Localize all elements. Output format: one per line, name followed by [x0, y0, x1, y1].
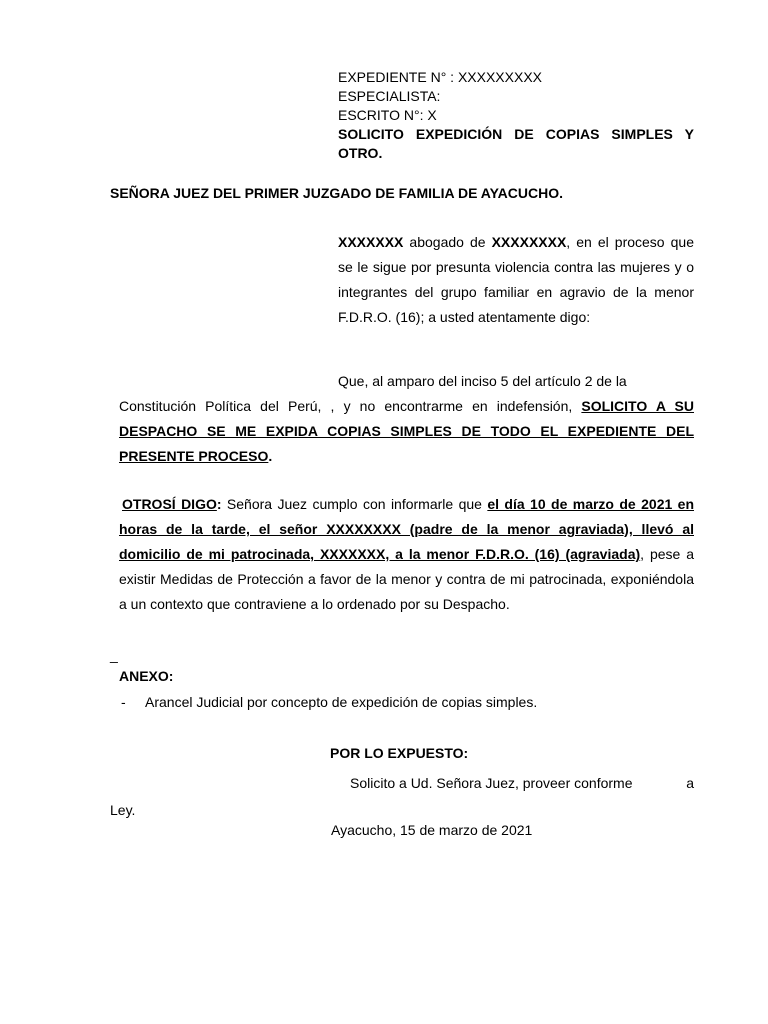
addressee: SEÑORA JUEZ DEL PRIMER JUZGADO DE FAMILIA DE AYACUCHO. — [110, 185, 563, 201]
stray-underscore: _ — [110, 647, 118, 663]
anexo-item — [121, 694, 537, 710]
otrosi-colon: : — [216, 496, 222, 512]
request-end: . — [268, 448, 273, 464]
lawyer-name: XXXXXXX — [338, 234, 404, 250]
otrosi-text-1: Señora Juez cumplo con informarle que — [221, 496, 488, 512]
request-first-line: Que, al amparo del inciso 5 del artículo 2 de la — [338, 373, 627, 389]
anexo-bullet: - — [121, 694, 126, 710]
request-petition: SOLICITO A SU DESPACHO SE ME EXPIDA COPIAS SIMPLES DE TODO EL EXPEDIENTE DEL PRESENTE PROCESO — [119, 398, 694, 464]
anexo-item-text: Arancel Judicial por concepto de expedición de copias simples. — [145, 694, 538, 710]
intro-text-2: , en el proceso que se le sigue por presunta violencia contra las mujeres y o integrantes del grupo familiar en agravio de la menor F.D.R.O. (16); a usted atentamente digo: — [338, 234, 694, 325]
expediente-line: EXPEDIENTE N° : XXXXXXXXX — [338, 69, 542, 85]
closing-ley: Ley. — [110, 802, 136, 818]
escrito-line: ESCRITO N°: X — [338, 107, 437, 123]
closing-request — [110, 770, 694, 824]
client-name: XXXXXXXX — [491, 234, 567, 250]
intro-paragraph — [338, 230, 694, 330]
request-paragraph — [119, 369, 694, 469]
closing-request-a: a — [686, 775, 694, 791]
otrosi-facts: el día 10 de marzo de 2021 en horas de la tarde, el señor XXXXXXXX (padre de la menor agraviada), llevó al domicilio de mi patrocinada, XXXXXXX, a la menor F.D.R.O. (16) (agraviada) — [119, 496, 694, 562]
por-lo-expuesto: POR LO EXPUESTO: — [330, 745, 469, 761]
request-text: Constitución Política del Perú, , y no encontrarme en indefensión, — [119, 398, 582, 414]
closing-request-text: Solicito a Ud. Señora Juez, proveer conforme — [350, 775, 633, 791]
intro-text-1: abogado de — [403, 234, 492, 250]
especialista-line: ESPECIALISTA: — [338, 88, 441, 104]
otrosi-paragraph — [119, 492, 694, 617]
sumilla: SOLICITO EXPEDICIÓN DE COPIAS SIMPLES Y OTRO. — [338, 126, 694, 161]
anexo-title: ANEXO: — [119, 668, 174, 684]
case-header — [338, 68, 694, 163]
otrosi-text-2: , pese a existir Medidas de Protección a favor de la menor y contra de mi patrocinada, exponiéndola a un contexto que contraviene a lo ordenado por su Despacho. — [119, 546, 694, 612]
otrosi-label: OTROSÍ DIGO — [122, 496, 217, 512]
place-date: Ayacucho, 15 de marzo de 2021 — [331, 822, 533, 838]
